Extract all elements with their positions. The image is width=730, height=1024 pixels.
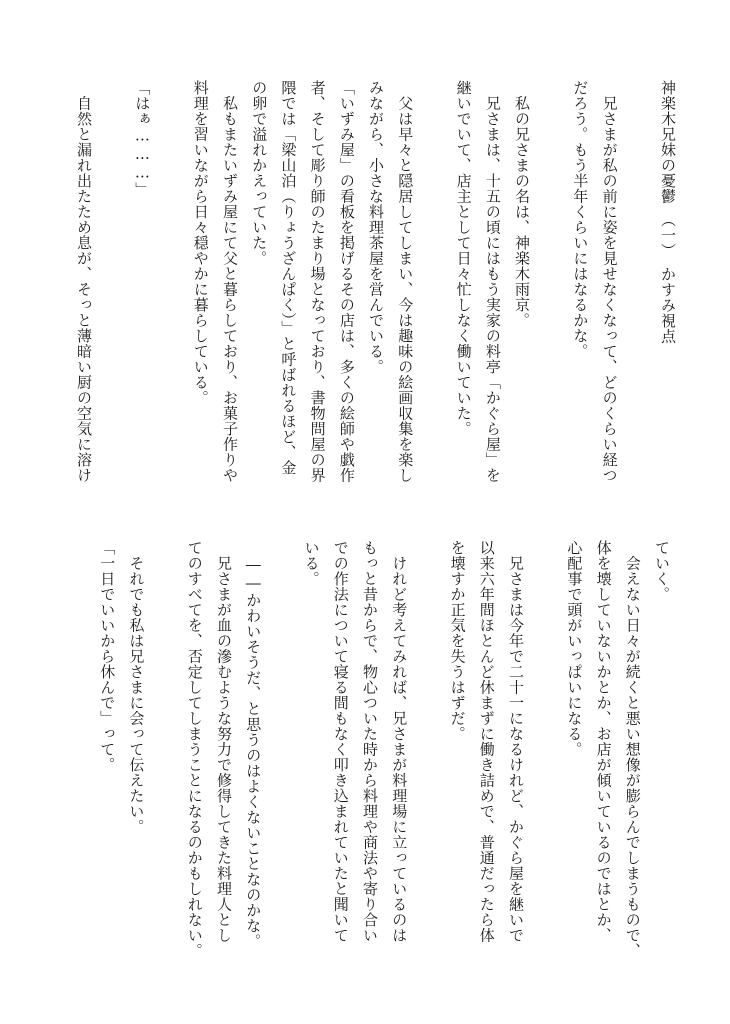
text-line: 継いでいて、店主として日々忙しなく働いていた。 xyxy=(454,80,473,437)
blank-line xyxy=(419,80,448,500)
text-line: だろう。もう半年くらいにはなるかな。 xyxy=(571,80,590,359)
text-line: 兄さまが血の滲むような努力で修得してきた料理人とし xyxy=(215,540,233,943)
text-line: 自然と漏れ出たため息が、そっと薄暗い厨の空気に溶け xyxy=(75,80,94,483)
text-line: ――かわいそうだ、と思うのはよくないことなのかな。 xyxy=(244,540,263,949)
text-line: 兄さまは今年で二十一になるけれど、かぐら屋を継いで xyxy=(507,540,525,943)
blank-line xyxy=(413,540,442,960)
text-line: いる。 xyxy=(302,540,321,587)
text-line: 父は早々と隠居してしまい、今は趣味の絵画収集を楽し xyxy=(396,80,415,483)
text-line: ていく。 xyxy=(653,540,671,602)
text-line: 以来六年間ほとんど休まずに働き詰めで、普通だったら体 xyxy=(477,540,496,943)
text-line: けれど考えてみれば、兄さまが料理場に立っているのは xyxy=(390,540,409,943)
text-line: 料理を習いながら日々穏やかに暮らしている。 xyxy=(191,80,210,406)
text-line: それでも私は兄さまに会って伝えたい。 xyxy=(127,540,146,835)
bottom-text-block xyxy=(92,540,676,960)
text-line: 会えない日々が続くと悪い想像が膨らんでしまうもので、 xyxy=(623,540,642,959)
text-line: みながら、小さな料理茶屋を営んでいる。 xyxy=(367,80,386,375)
text-line: 心配事で頭がいっぱいになる。 xyxy=(565,540,584,757)
blank-line xyxy=(536,80,565,500)
text-line: の卵で溢れかえっていた。 xyxy=(250,80,269,266)
text-line: 私もまたいずみ屋にて父と暮らしており、お菓子作りや xyxy=(221,80,239,483)
blank-line xyxy=(267,540,296,960)
text-line: 神楽木兄妹の憂鬱 （一） かすみ視点 xyxy=(659,80,677,344)
text-line: 兄さまが私の前に姿を見せなくなって、どのくらい経つ xyxy=(600,80,619,483)
text-line: での作法について寝る間もなく叩き込まれていたと聞いて xyxy=(331,540,350,943)
blank-line xyxy=(624,80,653,500)
text-line: 「いずみ屋」の看板を掲げるその店は、多くの絵師や戯作 xyxy=(337,80,356,483)
blank-line xyxy=(530,540,559,960)
text-line: 者、そして彫り師のたまり場となっており、書物問屋の界 xyxy=(308,80,327,483)
text-line: 兄さまは、十五の頃にはもう実家の料亭「かぐら屋」を xyxy=(483,80,502,483)
text-line: 体を壊していないかとか、お店が傾いているのではとか、 xyxy=(594,540,613,943)
blank-line xyxy=(98,80,127,500)
text-line: 私の兄さまの名は、神楽木雨京。 xyxy=(513,80,532,328)
blank-line xyxy=(150,540,179,960)
text-line: を壊すか正気を失うはずだ。 xyxy=(448,540,467,742)
text-line: 隈では「梁山泊（りょうざんぱく）」と呼ばれるほど、金 xyxy=(279,80,298,476)
blank-line xyxy=(156,80,185,500)
text-line: てのすべてを、否定してしまうことになるのかもしれない。 xyxy=(185,540,204,959)
top-text-block xyxy=(69,80,682,500)
text-line: 「はぁ………」 xyxy=(133,80,152,198)
text-line: 「一日でいいから休んで」って。 xyxy=(98,540,117,773)
text-line: もっと昔からで、物心ついた時から料理や商法や寄り合い xyxy=(361,540,379,943)
